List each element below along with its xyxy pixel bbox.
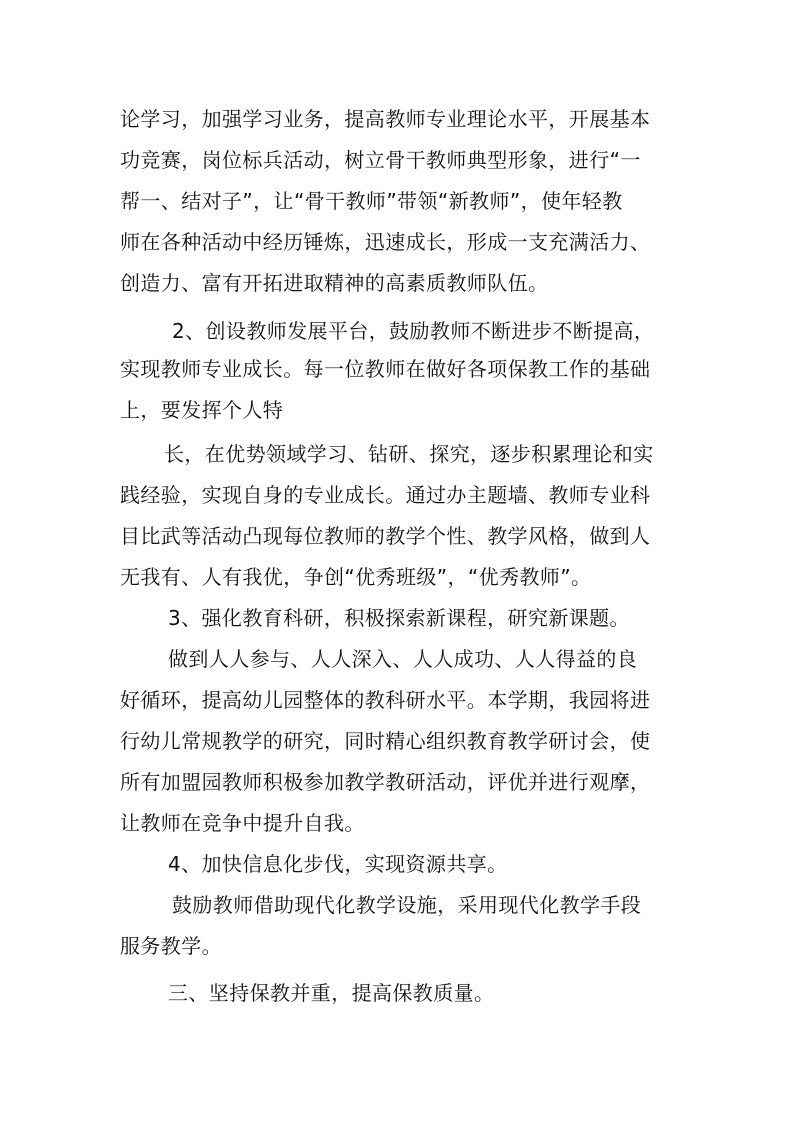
text-line: 实现教师专业成长。每一位教师在做好各项保教工作的基础 — [120, 357, 651, 381]
text-line: 行幼儿常规教学的研究，同时精心组织教育教学研讨会，使 — [120, 729, 651, 753]
text-line: 3、强化教育科研，积极探索新课程，研究新课题。 — [168, 606, 630, 630]
text-line: 帮一、结对子”，让“骨干教师”带领“新教师”，使年轻教 — [120, 189, 623, 213]
text-line: 长，在优势领域学习、钻研、探究，逐步积累理论和实 — [164, 442, 654, 466]
section-heading: 三、坚持保教并重，提高保教质量。 — [168, 981, 495, 1005]
text-line: 4、加快信息化步伐，实现资源共享。 — [168, 852, 508, 876]
text-line: 目比武等活动凸现每位教师的教学个性、教学风格，做到人 — [120, 524, 651, 548]
text-line: 2、创设教师发展平台，鼓励教师不断进步不断提高， — [172, 319, 655, 343]
text-line: 做到人人参与、人人深入、人人成功、人人得益的良 — [168, 647, 638, 671]
text-line: 鼓励教师借助现代化教学设施，采用现代化教学手段 — [172, 893, 642, 917]
text-line: 论学习，加强学习业务，提高教师专业理论水平，开展基本 — [120, 107, 651, 131]
text-line: 服务教学。 — [120, 934, 222, 958]
text-line: 师在各种活动中经历锤炼，迅速成长，形成一支充满活力、 — [120, 230, 651, 254]
text-line: 上，要发挥个人特 — [120, 398, 284, 422]
text-line: 创造力、富有开拓进取精神的高素质教师队伍。 — [120, 271, 549, 295]
text-line: 让教师在竞争中提升自我。 — [120, 811, 365, 835]
text-line: 好循环，提高幼儿园整体的教科研水平。本学期，我园将进 — [120, 688, 651, 712]
text-line: 践经验，实现自身的专业成长。通过办主题墙、教师专业科 — [120, 483, 651, 507]
text-line: 功竞赛，岗位标兵活动，树立骨干教师典型形象，进行“一 — [120, 148, 641, 172]
text-line: 无我有、人有我优，争创“优秀班级”，“优秀教师”。 — [120, 565, 592, 589]
text-line: 所有加盟园教师积极参加教学教研活动，评优并进行观摩， — [120, 770, 651, 794]
